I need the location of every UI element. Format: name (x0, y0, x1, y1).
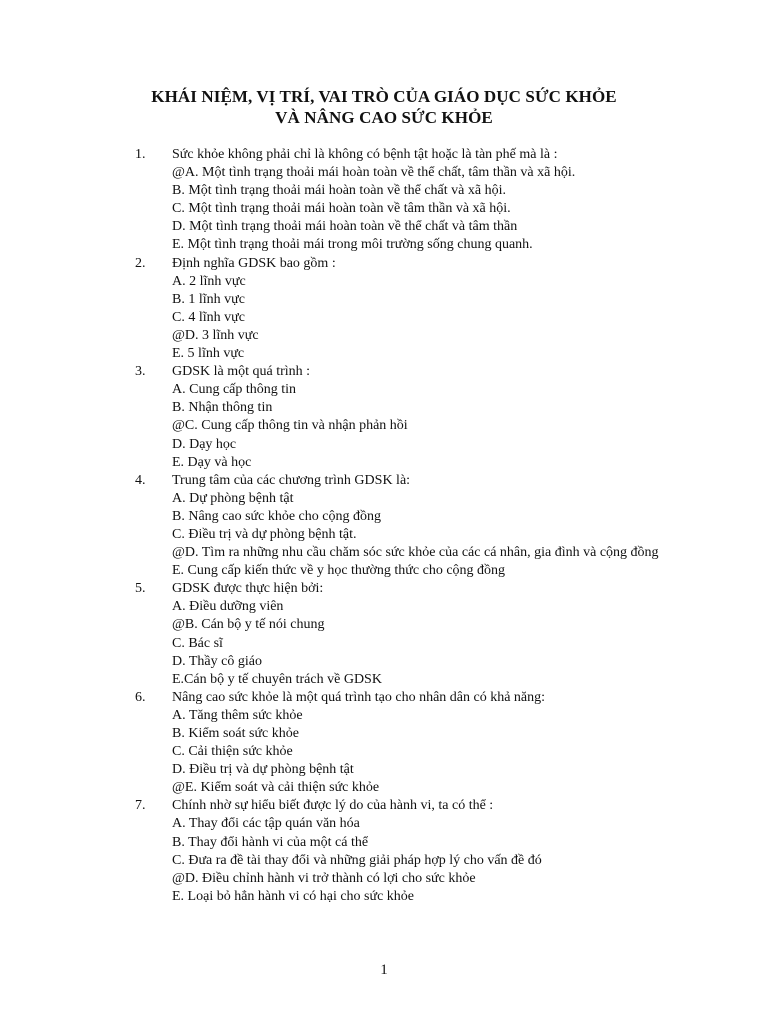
question-text: GDSK là một quá trình : (172, 364, 311, 380)
answer-option: A. Điều dưỡng viên (172, 599, 284, 615)
question-item (135, 580, 695, 689)
answer-option: C. Cải thiện sức khỏe (172, 744, 293, 760)
answer-option: E. Dạy và học (172, 454, 252, 470)
answer-option: B. 1 lĩnh vực (172, 291, 245, 307)
answer-option: @E. Kiểm soát và cải thiện sức khỏe (172, 780, 380, 796)
question-number: 2. (135, 255, 146, 271)
question-item (135, 363, 695, 472)
question-text: Định nghĩa GDSK bao gồm : (172, 255, 336, 271)
question-item (135, 472, 695, 581)
question-text: Chính nhờ sự hiểu biết được lý do của hành vi, ta có thể : (172, 798, 494, 814)
answer-option: D. Một tình trạng thoải mái hoàn toàn về thể chất và tâm thần (172, 219, 518, 235)
answer-option: C. Điều trị và dự phòng bệnh tật. (172, 526, 357, 542)
question-number: 4. (135, 472, 146, 488)
question-item (135, 146, 695, 255)
answer-option: C. Bác sĩ (172, 635, 223, 651)
answer-option: A. Tăng thêm sức khỏe (172, 707, 303, 723)
answer-option: @D. 3 lĩnh vực (172, 327, 259, 343)
answer-option: E. 5 lĩnh vực (172, 346, 245, 362)
question-number: 3. (135, 364, 146, 380)
answer-option: @D. Điều chỉnh hành vi trở thành có lợi cho sức khỏe (172, 870, 476, 886)
question-number: 7. (135, 798, 146, 814)
question-body (172, 797, 695, 906)
question-item (135, 797, 695, 906)
title-line-1: KHÁI NIỆM, VỊ TRÍ, VAI TRÒ CỦA GIÁO DỤC SỨC KHỎE (151, 87, 617, 106)
answer-option: C. Một tình trạng thoải mái hoàn toàn về tâm thần và xã hội. (172, 201, 511, 217)
question-body (172, 146, 695, 255)
answer-option: C. Đưa ra đề tài thay đổi và những giải pháp hợp lý cho vấn đề đó (172, 852, 542, 868)
answer-option: D. Dạy học (172, 436, 237, 452)
answer-option: @A. Một tình trạng thoải mái hoàn toàn về thể chất, tâm thần và xã hội. (172, 165, 576, 181)
question-body (172, 689, 695, 798)
document-title (0, 86, 768, 128)
answer-option: C. 4 lĩnh vực (172, 309, 245, 325)
question-text: Sức khỏe không phải chỉ là không có bệnh tật hoặc là tàn phế mà là : (172, 147, 558, 162)
answer-option: A. Dự phòng bệnh tật (172, 490, 294, 506)
question-body (172, 255, 695, 364)
question-text: GDSK được thực hiện bởi: (172, 581, 324, 597)
answer-option: B. Kiểm soát sức khỏe (172, 726, 299, 741)
question-body (172, 472, 695, 581)
answer-option: A. 2 lĩnh vực (172, 273, 246, 289)
question-text: Nâng cao sức khỏe là một quá trình tạo cho nhân dân có khả năng: (172, 689, 546, 705)
question-list (135, 146, 695, 906)
question-item (135, 255, 695, 364)
answer-option: D. Thầy cô giáo (172, 653, 262, 669)
answer-option: B. Nâng cao sức khỏe cho cộng đồng (172, 508, 381, 524)
answer-option: @C. Cung cấp thông tin và nhận phản hồi (172, 418, 408, 434)
answer-option: D. Điều trị và dự phòng bệnh tật (172, 762, 354, 778)
answer-option: E. Một tình trạng thoải mái trong môi trường sống chung quanh. (172, 237, 533, 253)
question-body (172, 363, 695, 472)
question-number: 5. (135, 581, 146, 597)
question-body (172, 580, 695, 689)
answer-option: B. Nhận thông tin (172, 400, 273, 416)
answer-option: A. Cung cấp thông tin (172, 382, 297, 398)
answer-option: A. Thay đổi các tập quán văn hóa (172, 816, 360, 832)
question-text: Trung tâm của các chương trình GDSK là: (172, 472, 411, 488)
answer-option: E.Cán bộ y tế chuyên trách về GDSK (172, 671, 382, 687)
answer-option: E. Cung cấp kiến thức về y học thường thức cho cộng đồng (172, 563, 506, 579)
answer-option: B. Thay đổi hành vi của một cá thể (172, 834, 369, 850)
answer-option: @B. Cán bộ y tế nói chung (172, 617, 325, 633)
question-item (135, 689, 695, 798)
answer-option: B. Một tình trạng thoải mái hoàn toàn về thể chất và xã hội. (172, 183, 506, 199)
question-number: 6. (135, 689, 146, 705)
title-line-2: VÀ NÂNG CAO SỨC KHỎE (275, 108, 493, 127)
question-number: 1. (135, 147, 146, 162)
page-number: 1 (380, 962, 388, 978)
answer-option: E. Loại bỏ hẳn hành vi có hại cho sức khỏe (172, 888, 415, 904)
answer-option: @D. Tìm ra những nhu cầu chăm sóc sức khỏe của các cá nhân, gia đình và cộng đồng (172, 545, 659, 561)
